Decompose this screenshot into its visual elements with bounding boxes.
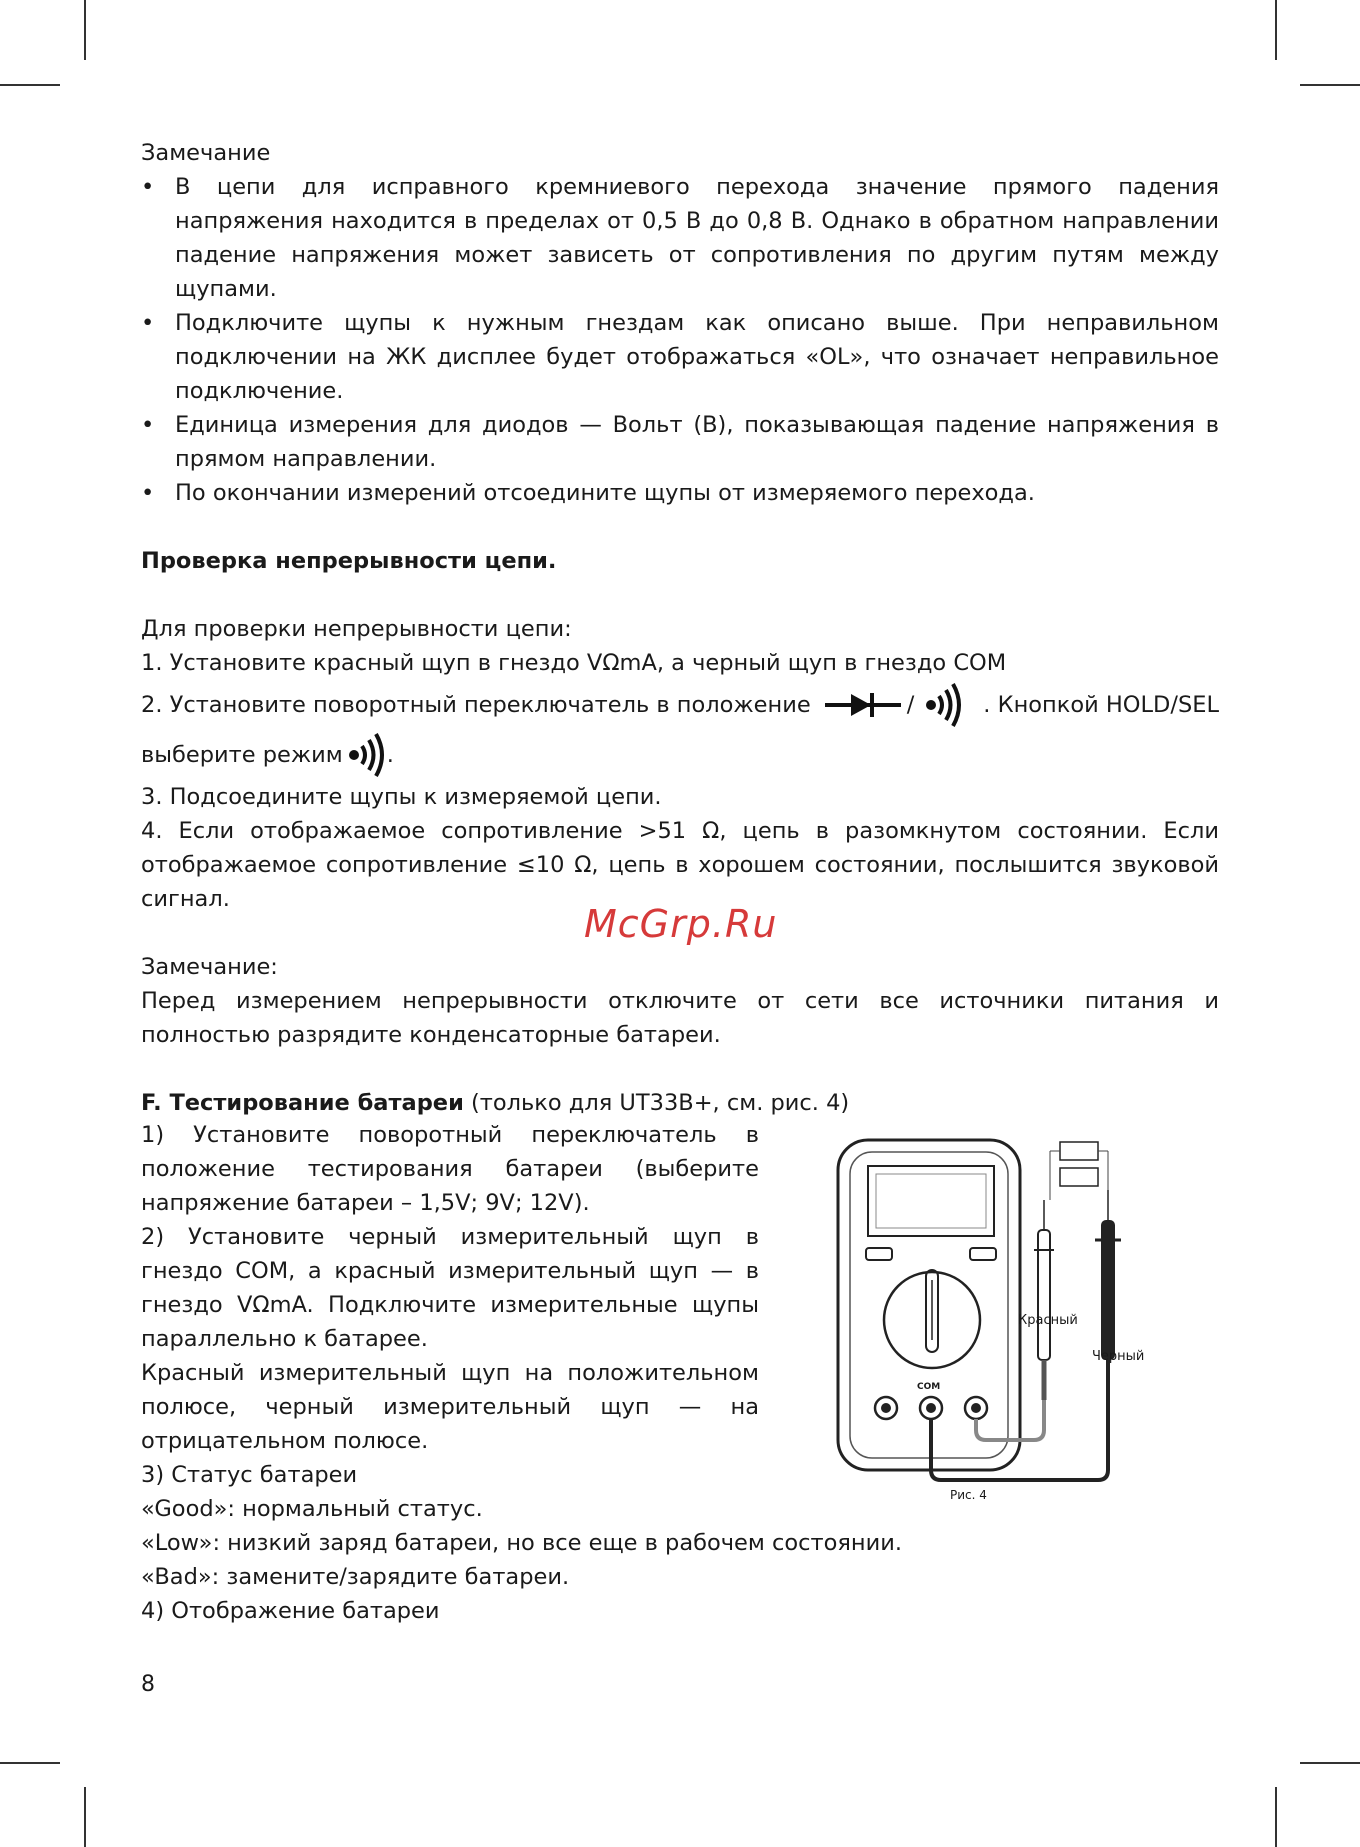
crop-mark	[1300, 84, 1360, 86]
continuity-step: 1. Установите красный щуп в гнездо VΩmA, а черный щуп в гнездо COM	[141, 650, 1007, 676]
continuity-step: 3. Подсоедините щупы к измеряемой цепи.	[141, 784, 662, 810]
continuity-step-2-cont	[141, 730, 1219, 780]
battery-step: 3) Статус батареи	[141, 1462, 358, 1488]
crop-mark	[84, 0, 86, 60]
crop-mark	[84, 1787, 86, 1847]
continuity-step-2	[141, 680, 1219, 730]
page-number: 8	[141, 1672, 155, 1697]
step2-text-b: . Кнопкой HOLD/SEL	[983, 692, 1219, 718]
battery-status-good: «Good»: нормальный статус.	[141, 1496, 483, 1522]
figure-caption: Рис. 4	[950, 1488, 987, 1502]
battery-steps	[141, 1118, 759, 1458]
note-bullet: • Подключите щупы к нужным гнездам как описано выше. При неправильном подключении на ЖК дисплее будет отображаться «OL», что означает неправильное подключение.	[141, 306, 1219, 408]
step2-text-c: выберите режим	[141, 742, 343, 768]
crop-mark	[0, 1762, 60, 1764]
label-com: COM	[917, 1382, 941, 1392]
crop-mark	[1275, 0, 1277, 60]
label-black: Черный	[1092, 1349, 1145, 1364]
step2-sep: /	[906, 692, 915, 718]
main-text	[141, 136, 1219, 1120]
sound-icon	[347, 732, 387, 778]
step2-text-d: .	[386, 742, 394, 768]
note-heading: Замечание	[141, 140, 271, 166]
note-heading: Замечание:	[141, 954, 278, 980]
section-heading: Проверка непрерывности цепи.	[141, 548, 557, 574]
step2-text: 2. Установите поворотный переключатель в положение	[141, 692, 811, 718]
battery-step: Красный измерительный щуп на положительном полюсе, черный измерительный щуп — на отрицательном полюсе.	[141, 1360, 759, 1454]
battery-heading-bold: F. Тестирование батареи	[141, 1090, 464, 1116]
battery-step: 4) Отображение батареи	[141, 1598, 440, 1624]
diode-icon	[825, 690, 901, 720]
battery-heading-rest: (только для UT33B+, см. рис. 4)	[463, 1090, 850, 1116]
multimeter-figure	[830, 1130, 1160, 1520]
battery-heading	[141, 1086, 1219, 1120]
battery-status-bad: «Bad»: замените/зарядите батареи.	[141, 1564, 570, 1590]
label-red: Красный	[1018, 1313, 1078, 1328]
note-bullet: • Единица измерения для диодов — Вольт (В), показывающая падение напряжения в прямом направлении.	[141, 408, 1219, 476]
crop-mark	[1275, 1787, 1277, 1847]
battery-step: 1) Установите поворотный переключатель в положение тестирования батареи (выберите напряжение батареи – 1,5V; 9V; 12V).	[141, 1122, 759, 1216]
crop-mark	[0, 84, 60, 86]
battery-status-low: «Low»: низкий заряд батареи, но все еще в рабочем состоянии.	[141, 1530, 903, 1556]
note-text: Перед измерением непрерывности отключите от сети все источники питания и полностью разрядите конденсаторные батареи.	[141, 988, 1219, 1048]
note-bullet: • По окончании измерений отсоедините щупы от измеряемого перехода.	[141, 476, 1219, 510]
sound-icon	[924, 682, 964, 728]
note-bullet: • В цепи для исправного кремниевого перехода значение прямого падения напряжения находится в пределах от 0,5 В до 0,8 В. Однако в обратном направлении падение напряжения может зависеть от сопротивления по другим путям между щупами.	[141, 170, 1219, 306]
crop-mark	[1300, 1762, 1360, 1764]
battery-step: 2) Установите черный измерительный щуп в гнездо COM, а красный измерительный щуп — в гнездо VΩmA. Подключите измерительные щупы параллельно к батарее.	[141, 1224, 759, 1352]
continuity-intro: Для проверки непрерывности цепи:	[141, 616, 572, 642]
continuity-step: 4. Если отображаемое сопротивление >51 Ω, цепь в разомкнутом состоянии. Если отображаемое сопротивление ≤10 Ω, цепь в хорошем состоянии, послышится звуковой сигнал.	[141, 818, 1219, 912]
watermark: McGrp.Ru	[584, 902, 778, 946]
